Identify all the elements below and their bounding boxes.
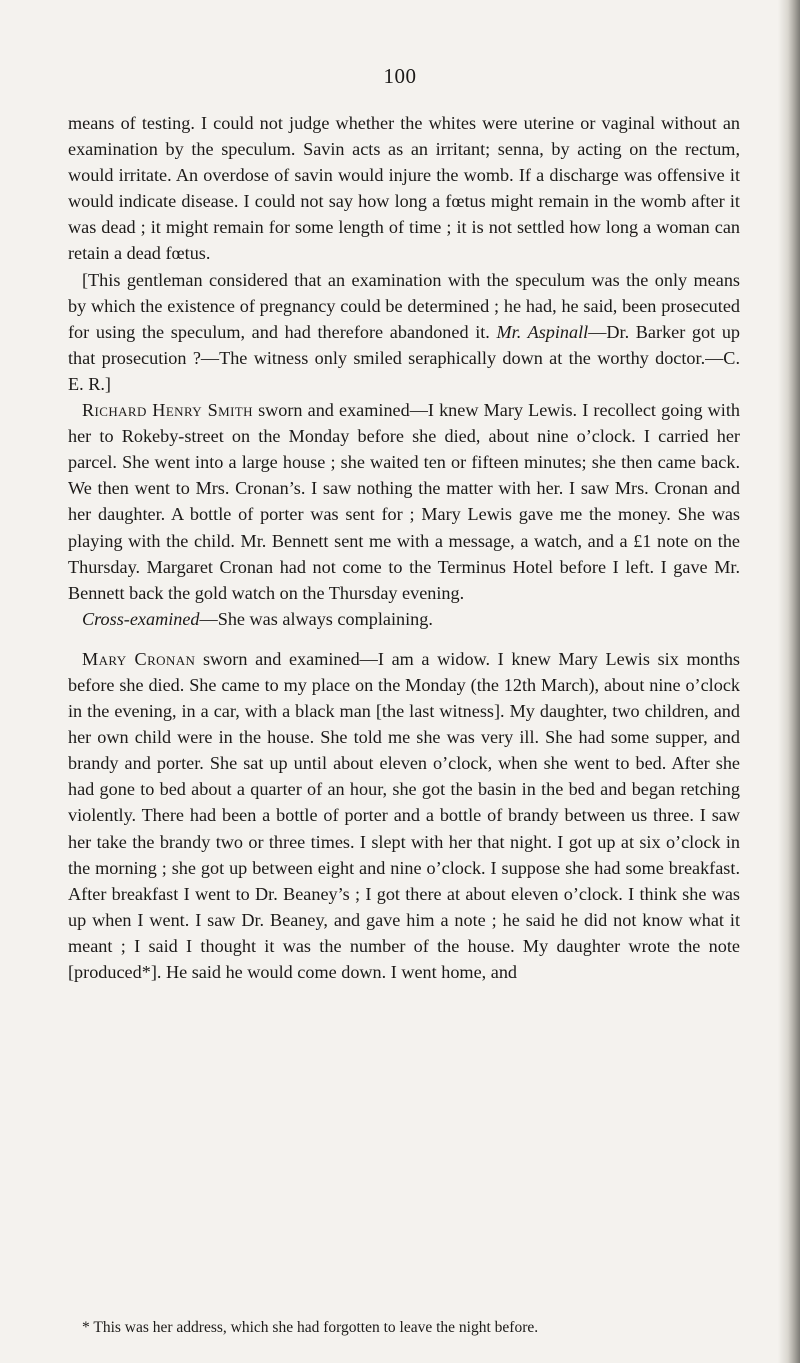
paragraph-text: —She was always complaining. xyxy=(199,608,433,629)
witness-name: Mary Cronan xyxy=(82,648,196,669)
italic-text: Cross-examined xyxy=(82,608,200,629)
paragraph-text: means of testing. I could not judge whether the whites were uterine or vaginal without an examination by the speculum. Savin acts as an irritant; senna, by acting on the rectum, would irritate. An overdose of savin would injure the womb. If a discharge was offensive it would indicate disease. I could not say how long a fœtus might remain in the womb after it was dead ; it might remain for some length of time ; it is not settled how long a woman can retain a dead fœtus. xyxy=(68,113,740,264)
paragraph-text: [This gentleman considered that an examination with the speculum was the only means by which the existence of pregnancy could be determined ; he had, he said, been prosecuted for using the speculum, and had therefore abandoned it. xyxy=(68,269,740,342)
paragraph-text: —Dr. Barker got up that prosecution ?—The witness only smiled seraphically down at the worthy doctor.—C. E. R.] xyxy=(68,321,741,394)
paragraph xyxy=(68,110,740,267)
paragraph xyxy=(68,267,740,397)
paragraph-text: sworn and examined—I knew Mary Lewis. I recollect going with her to Rokeby-street on the Monday before she died, about nine o’clock. I carried her parcel. She went into a large house ; she waited ten or fifteen minutes; she then came back. We then went to Mrs. Cronan’s. I saw nothing the matter with her. I saw Mrs. Cronan and her daughter. A bottle of porter was sent for ; Mary Lewis gave me the money. She was playing with the child. Mr. Bennett sent me with a message, a watch, and a £1 note on the Thursday. Margaret Cronan had not come to the Terminus Hotel before I left. I gave Mr. Bennett back the gold watch on the Thursday evening. xyxy=(68,400,740,603)
footnote: * This was her address, which she had forgotten to leave the night before. xyxy=(82,1319,539,1336)
body-text xyxy=(68,110,740,985)
paragraph xyxy=(68,397,740,606)
page-number: 100 xyxy=(383,64,417,88)
paragraph xyxy=(68,606,740,632)
witness-name: Richard Henry Smith xyxy=(82,400,253,421)
paragraph xyxy=(68,646,740,985)
italic-text: Mr. Aspinall xyxy=(496,321,589,342)
paragraph-text: sworn and examined—I am a widow. I knew Mary Lewis six months before she died. She came to my place on the Monday (the 12th March), about nine o’clock in the evening, in a car, with a black man [the last witness]. My daughter, two children, and her own child were in the house. She told me she was very ill. She had some supper, and brandy and porter. She sat up until about eleven o’clock, when she went to bed. After she had gone to bed about a quarter of an hour, she got the basin in the bed and began retching violently. There had been a bottle of porter and a bottle of brandy between us three. I saw her take the brandy two or three times. I slept with her that night. I got up at six o’clock in the morning ; she got up between eight and nine o’clock. I suppose she had some breakfast. After breakfast I went to Dr. Beaney’s ; I got there at about eleven o’clock. I think she was up when I went. I saw Dr. Beaney, and gave him a note ; he said he did not know what it meant ; I said I thought it was the number of the house. My daughter wrote the note [produced*]. He said he would come down. I went home, and xyxy=(68,648,741,982)
page-edge-shadow xyxy=(778,0,800,1363)
